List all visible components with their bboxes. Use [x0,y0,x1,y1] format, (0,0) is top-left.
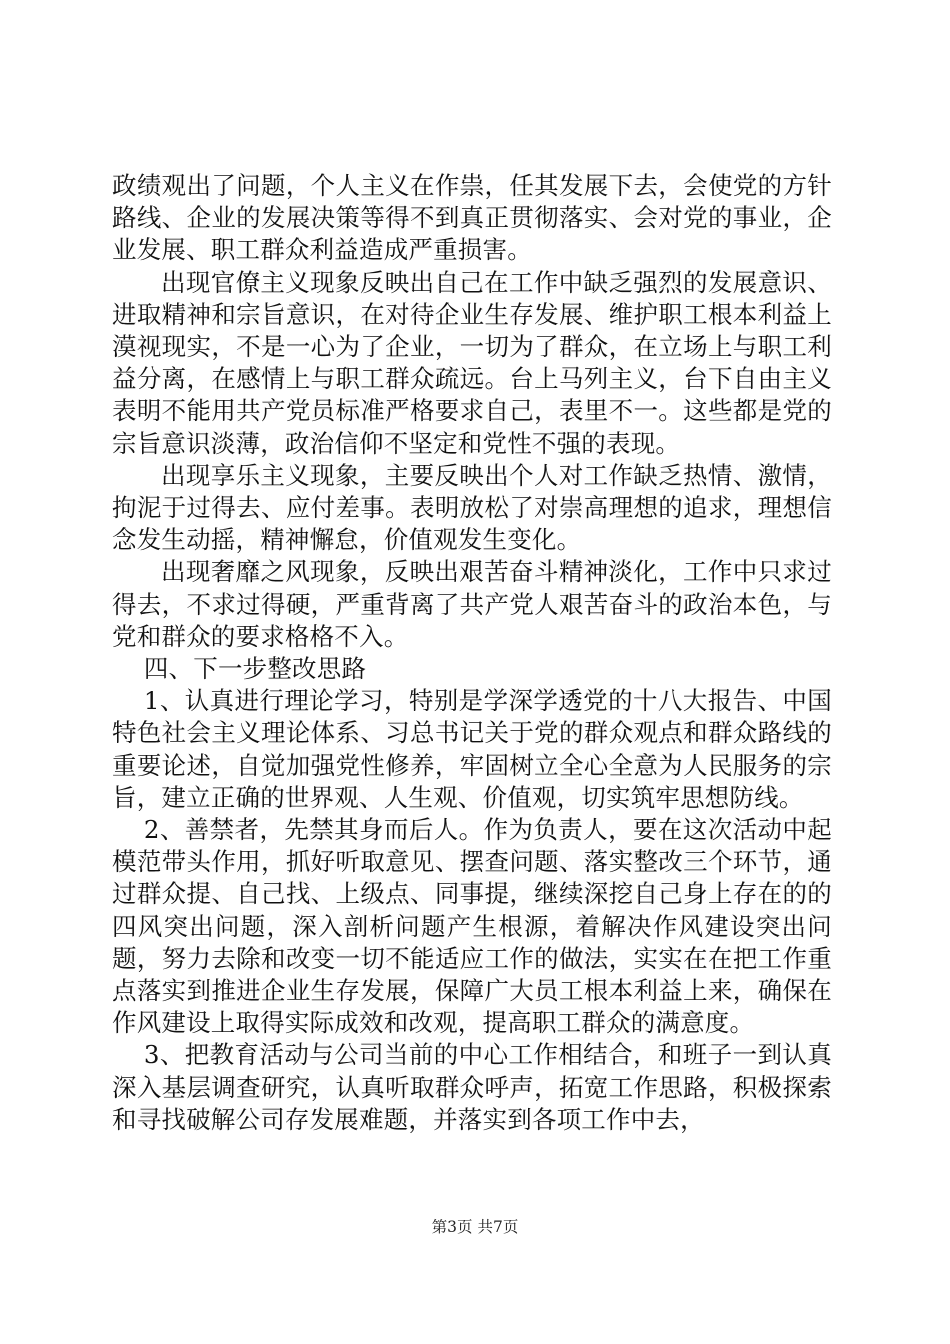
page-number-footer: 第3页 共7页 [431,1218,519,1236]
paragraph-extravagance: 出现奢靡之风现象，反映出艰苦奋斗精神淡化，工作中只求过得去，不求过得硬，严重背离了共产党人艰苦奋斗的政治本色，与党和群众的要求格格不入。 [112,557,832,651]
paragraph-item-3: 3、把教育活动与公司当前的中心工作相结合，和班子一到认真深入基层调查研究，认真听取群众呼声，拓宽工作思路，积极探索和寻找破解公司存发展难题，并落实到各项工作中去， [112,1040,832,1134]
document-body [112,170,832,1136]
paragraph-continuation: 政绩观出了问题，个人主义在作祟，任其发展下去，会使党的方针路线、企业的发展决策等得不到真正贯彻落实、会对党的事业，企业发展、职工群众利益造成严重损害。 [112,171,832,265]
paragraph-item-1: 1、认真进行理论学习，特别是学深学透党的十八大报告、中国特色社会主义理论体系、习总书记关于党的群众观点和群众路线的重要论述，自觉加强党性修养，牢固树立全心全意为人民服务的宗旨，建立正确的世界观、人生观、价值观，切实筑牢思想防线。 [112,686,832,812]
paragraph-bureaucratism: 出现官僚主义现象反映出自己在工作中缺乏强烈的发展意识、进取精神和宗旨意识，在对待企业生存发展、维护职工根本利益上漠视现实，不是一心为了企业，一切为了群众，在立场上与职工利益分离，在感情上与职工群众疏远。台上马列主义，台下自由主义表明不能用共产党员标准严格要求自己，表里不一。这些都是党的宗旨意识淡薄，政治信仰不坚定和党性不强的表现。 [112,267,832,458]
paragraph-hedonism: 出现享乐主义现象，主要反映出个人对工作缺乏热情、激情，拘泥于过得去、应付差事。表明放松了对崇高理想的追求，理想信念发生动摇，精神懈怠，价值观发生变化。 [112,460,832,555]
section-heading: 四、下一步整改思路 [143,654,367,684]
paragraph-item-2: 2、善禁者，先禁其身而后人。作为负责人，要在这次活动中起模范带头作用，抓好听取意见、摆查问题、落实整改三个环节，通过群众提、自己找、上级点、同事提，继续深挖自己身上存在的的四风突出问题，深入剖析问题产生根源，着解决作风建设突出问题，努力去除和改变一切不能适应工作的做法，实实在在把工作重点落实到推进企业生存发展，保障广大员工根本利益上来，确保在作风建设上取得实际成效和改观，提高职工群众的满意度。 [112,815,832,1038]
